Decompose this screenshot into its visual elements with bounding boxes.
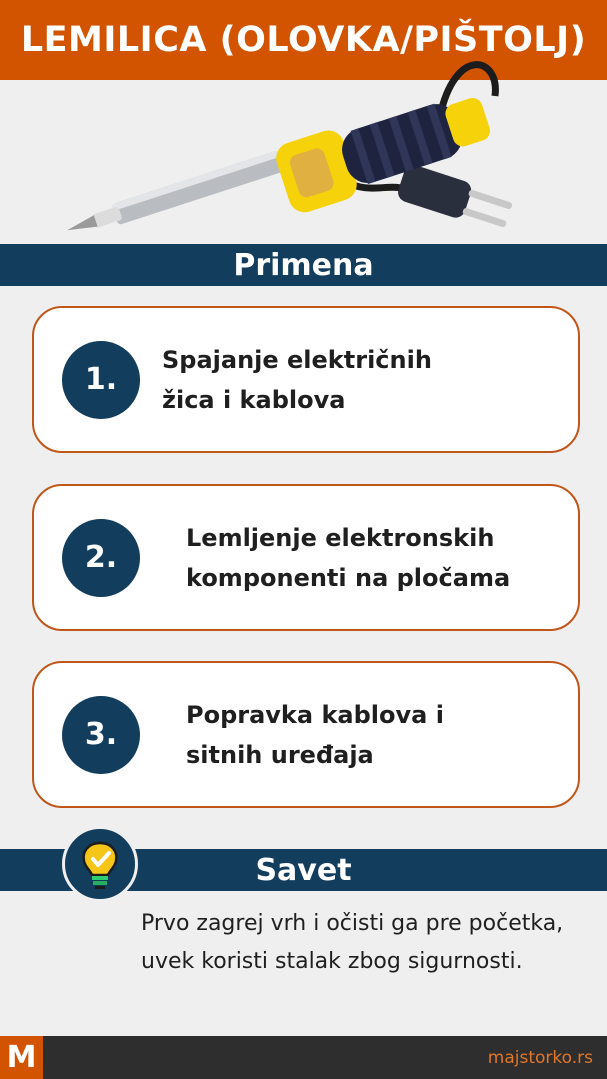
savet-label: Savet bbox=[255, 852, 352, 888]
tip-text: Prvo zagrej vrh i očisti ga pre početka, uvek koristi stalak zbog sigurnosti. bbox=[141, 911, 564, 974]
item-number-badge: 1. bbox=[62, 341, 140, 419]
list-item bbox=[32, 306, 580, 453]
section-heading-primena bbox=[0, 244, 607, 286]
soldering-iron-icon bbox=[0, 56, 607, 246]
site-link[interactable]: majstorko.rs bbox=[487, 1047, 593, 1068]
list-item bbox=[32, 661, 580, 808]
soldering-iron-illustration bbox=[0, 56, 607, 246]
brand-logo: M bbox=[0, 1036, 43, 1079]
lightbulb-check-icon bbox=[62, 826, 138, 902]
item-text: Lemljenje elektronskih komponenti na pločama bbox=[186, 523, 511, 592]
item-text: Spajanje električnih žica i kablova bbox=[162, 345, 432, 414]
item-number-badge: 3. bbox=[62, 696, 140, 774]
footer-bar bbox=[0, 1036, 607, 1079]
item-text: Popravka kablova i sitnih uređaja bbox=[186, 700, 444, 769]
primena-label: Primena bbox=[233, 247, 374, 283]
list-item bbox=[32, 484, 580, 631]
item-number-badge: 2. bbox=[62, 519, 140, 597]
page-title: LEMILICA (OLOVKA/PIŠTOLJ) bbox=[20, 20, 587, 60]
